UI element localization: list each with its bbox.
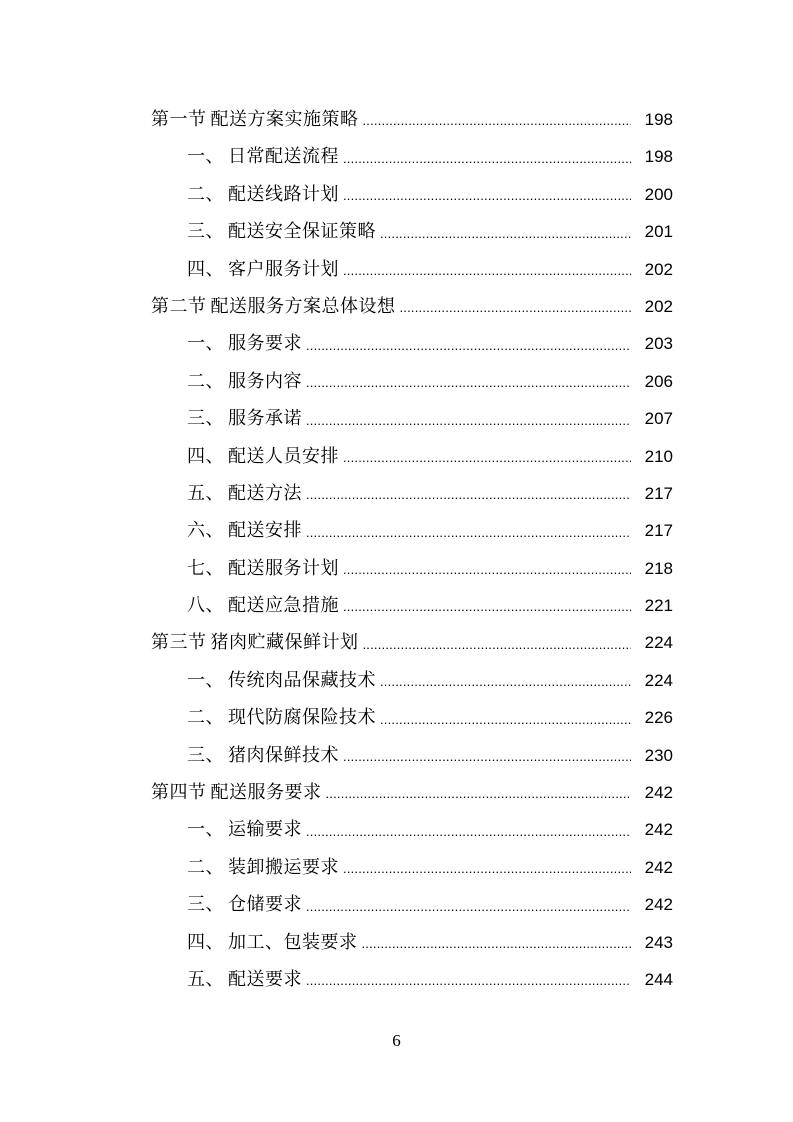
toc-entry-number: 八、	[187, 595, 224, 617]
toc-entry-label	[151, 101, 359, 138]
toc-entry-page: 243	[644, 932, 673, 952]
toc-dot-leader	[306, 512, 631, 549]
toc-subsection-entry[interactable]	[0, 886, 793, 923]
toc-entry-number: 二、	[187, 183, 224, 205]
toc-entry-title: 仓储要求	[228, 894, 302, 916]
toc-entry-number: 四、	[187, 258, 224, 280]
toc-entry-number: 一、	[187, 669, 224, 691]
toc-entry-label	[187, 251, 339, 288]
toc-entry-title: 配送服务方案总体设想	[210, 295, 396, 317]
toc-entry-page: 242	[644, 895, 673, 915]
toc-entry-page: 244	[644, 969, 673, 989]
toc-entry-page: 201	[644, 222, 673, 242]
toc-entry-label	[187, 699, 376, 736]
toc-dot-leader	[343, 251, 631, 288]
toc-dot-leader	[306, 400, 631, 437]
toc-entry-label	[151, 774, 322, 811]
toc-entry-page: 202	[644, 296, 673, 316]
toc-subsection-entry[interactable]	[0, 475, 793, 512]
toc-entry-label	[187, 512, 302, 549]
toc-entry-page: 242	[644, 820, 673, 840]
toc-entry-label	[151, 624, 359, 661]
toc-entry-page: 226	[644, 708, 673, 728]
toc-entry-number: 五、	[187, 482, 224, 504]
toc-subsection-entry[interactable]	[0, 213, 793, 250]
toc-subsection-entry[interactable]	[0, 737, 793, 774]
toc-entry-title: 配送方法	[228, 482, 302, 504]
toc-entry-page: 206	[644, 371, 673, 391]
toc-entry-page: 242	[644, 857, 673, 877]
toc-entry-page: 221	[644, 596, 673, 616]
toc-dot-leader	[306, 961, 631, 998]
toc-subsection-entry[interactable]	[0, 849, 793, 886]
toc-entry-label	[187, 550, 339, 587]
toc-dot-leader	[306, 886, 631, 923]
toc-entry-title: 配送服务要求	[210, 782, 322, 804]
toc-entry-page: 203	[644, 334, 673, 354]
toc-entry-page: 218	[644, 558, 673, 578]
toc-entry-label	[187, 213, 376, 250]
toc-dot-leader	[362, 924, 632, 961]
toc-entry-number: 三、	[187, 221, 224, 243]
toc-entry-label	[187, 961, 302, 998]
toc-entry-label	[187, 849, 339, 886]
toc-dot-leader	[343, 587, 631, 624]
toc-entry-title: 配送安全保证策略	[228, 221, 376, 243]
toc-dot-leader	[343, 138, 631, 175]
page-number: 6	[392, 1031, 401, 1050]
toc-entry-number: 四、	[187, 931, 224, 953]
toc-entry-number: 第二节	[151, 295, 207, 317]
toc-entry-title: 传统肉品保藏技术	[228, 669, 376, 691]
toc-entry-page: 202	[644, 259, 673, 279]
toc-entry-label	[187, 924, 358, 961]
toc-entry-number: 第三节	[151, 632, 207, 654]
toc-dot-leader	[343, 849, 631, 886]
toc-subsection-entry[interactable]	[0, 550, 793, 587]
toc-dot-leader	[306, 811, 631, 848]
toc-entry-title: 现代防腐保险技术	[228, 707, 376, 729]
toc-dot-leader	[363, 624, 632, 661]
toc-entry-label	[187, 587, 339, 624]
toc-section-entry[interactable]	[0, 624, 793, 661]
toc-section-entry[interactable]	[0, 774, 793, 811]
toc-entry-label	[187, 176, 339, 213]
toc-dot-leader	[343, 550, 631, 587]
toc-entry-number: 三、	[187, 894, 224, 916]
toc-entry-title: 服务内容	[228, 370, 302, 392]
toc-dot-leader	[343, 438, 631, 475]
toc-entry-title: 加工、包装要求	[228, 931, 358, 953]
toc-entry-label	[187, 438, 339, 475]
toc-entry-title: 配送方案实施策略	[210, 109, 359, 130]
toc-dot-leader	[380, 213, 631, 250]
toc-entry-number: 四、	[187, 445, 224, 467]
toc-entry-title: 猪肉保鲜技术	[228, 744, 339, 766]
toc-entry-number: 一、	[187, 146, 224, 168]
toc-dot-leader	[400, 288, 632, 325]
toc-entry-number: 三、	[187, 408, 224, 430]
toc-entry-page: 198	[644, 110, 673, 129]
toc-entry-label	[187, 811, 302, 848]
toc-subsection-entry[interactable]	[0, 438, 793, 475]
toc-entry-number: 七、	[187, 557, 224, 579]
toc-entry-number: 一、	[187, 819, 224, 841]
toc-entry-page: 217	[644, 483, 673, 503]
toc-entry-page: 198	[644, 147, 673, 167]
toc-entry-title: 装卸搬运要求	[228, 856, 339, 878]
toc-subsection-entry[interactable]	[0, 138, 793, 175]
toc-entry-number: 第一节	[151, 109, 207, 130]
toc-entry-title: 运输要求	[228, 819, 302, 841]
toc-section-entry[interactable]	[0, 101, 793, 138]
toc-entry-number: 二、	[187, 370, 224, 392]
toc-dot-leader	[306, 475, 631, 512]
toc-entry-title: 配送人员安排	[228, 445, 339, 467]
toc-dot-leader	[326, 774, 632, 811]
toc-entry-number: 一、	[187, 333, 224, 355]
toc-entry-label	[187, 737, 339, 774]
toc-dot-leader	[343, 737, 631, 774]
toc-entry-title: 配送应急措施	[228, 595, 339, 617]
toc-entry-page: 207	[644, 409, 673, 429]
toc-entry-number: 二、	[187, 707, 224, 729]
toc-entry-title: 日常配送流程	[228, 146, 339, 168]
toc-entry-page: 242	[644, 783, 673, 803]
toc-entry-title: 配送服务计划	[228, 557, 339, 579]
toc-dot-leader	[306, 325, 631, 362]
toc-entry-page: 210	[644, 446, 673, 466]
toc-subsection-entry[interactable]	[0, 325, 793, 362]
toc-entry-title: 客户服务计划	[228, 258, 339, 280]
toc-entry-title: 服务承诺	[228, 408, 302, 430]
toc-subsection-entry[interactable]	[0, 811, 793, 848]
toc-entry-number: 五、	[187, 968, 224, 990]
toc-entry-label	[187, 886, 302, 923]
toc-dot-leader	[343, 176, 631, 213]
toc-subsection-entry[interactable]	[0, 176, 793, 213]
toc-subsection-entry[interactable]	[0, 400, 793, 437]
table-of-contents	[0, 101, 793, 998]
toc-entry-label	[151, 288, 396, 325]
toc-entry-label	[187, 138, 339, 175]
toc-entry-number: 三、	[187, 744, 224, 766]
toc-entry-title: 猪肉贮藏保鲜计划	[210, 632, 359, 654]
toc-entry-number: 六、	[187, 520, 224, 542]
toc-entry-label	[187, 662, 376, 699]
toc-dot-leader	[380, 662, 631, 699]
toc-subsection-entry[interactable]	[0, 251, 793, 288]
toc-entry-page: 224	[644, 670, 673, 690]
toc-entry-label	[187, 363, 302, 400]
toc-subsection-entry[interactable]	[0, 363, 793, 400]
toc-dot-leader	[306, 363, 631, 400]
toc-entry-title: 配送要求	[228, 968, 302, 990]
toc-entry-label	[187, 325, 302, 362]
toc-entry-label	[187, 475, 302, 512]
toc-subsection-entry[interactable]	[0, 662, 793, 699]
toc-section-entry[interactable]	[0, 288, 793, 325]
toc-entry-page: 224	[644, 633, 673, 653]
toc-entry-label	[187, 400, 302, 437]
toc-entry-title: 配送安排	[228, 520, 302, 542]
toc-entry-page: 230	[644, 745, 673, 765]
toc-entry-page: 217	[644, 521, 673, 541]
toc-entry-title: 服务要求	[228, 333, 302, 355]
toc-subsection-entry[interactable]	[0, 699, 793, 736]
toc-entry-page: 200	[644, 184, 673, 204]
toc-subsection-entry[interactable]	[0, 961, 793, 998]
toc-entry-number: 二、	[187, 856, 224, 878]
toc-entry-number: 第四节	[151, 782, 207, 804]
toc-subsection-entry[interactable]	[0, 587, 793, 624]
toc-dot-leader	[380, 699, 631, 736]
toc-subsection-entry[interactable]	[0, 924, 793, 961]
toc-subsection-entry[interactable]	[0, 512, 793, 549]
toc-entry-title: 配送线路计划	[228, 183, 339, 205]
toc-dot-leader	[363, 101, 632, 138]
